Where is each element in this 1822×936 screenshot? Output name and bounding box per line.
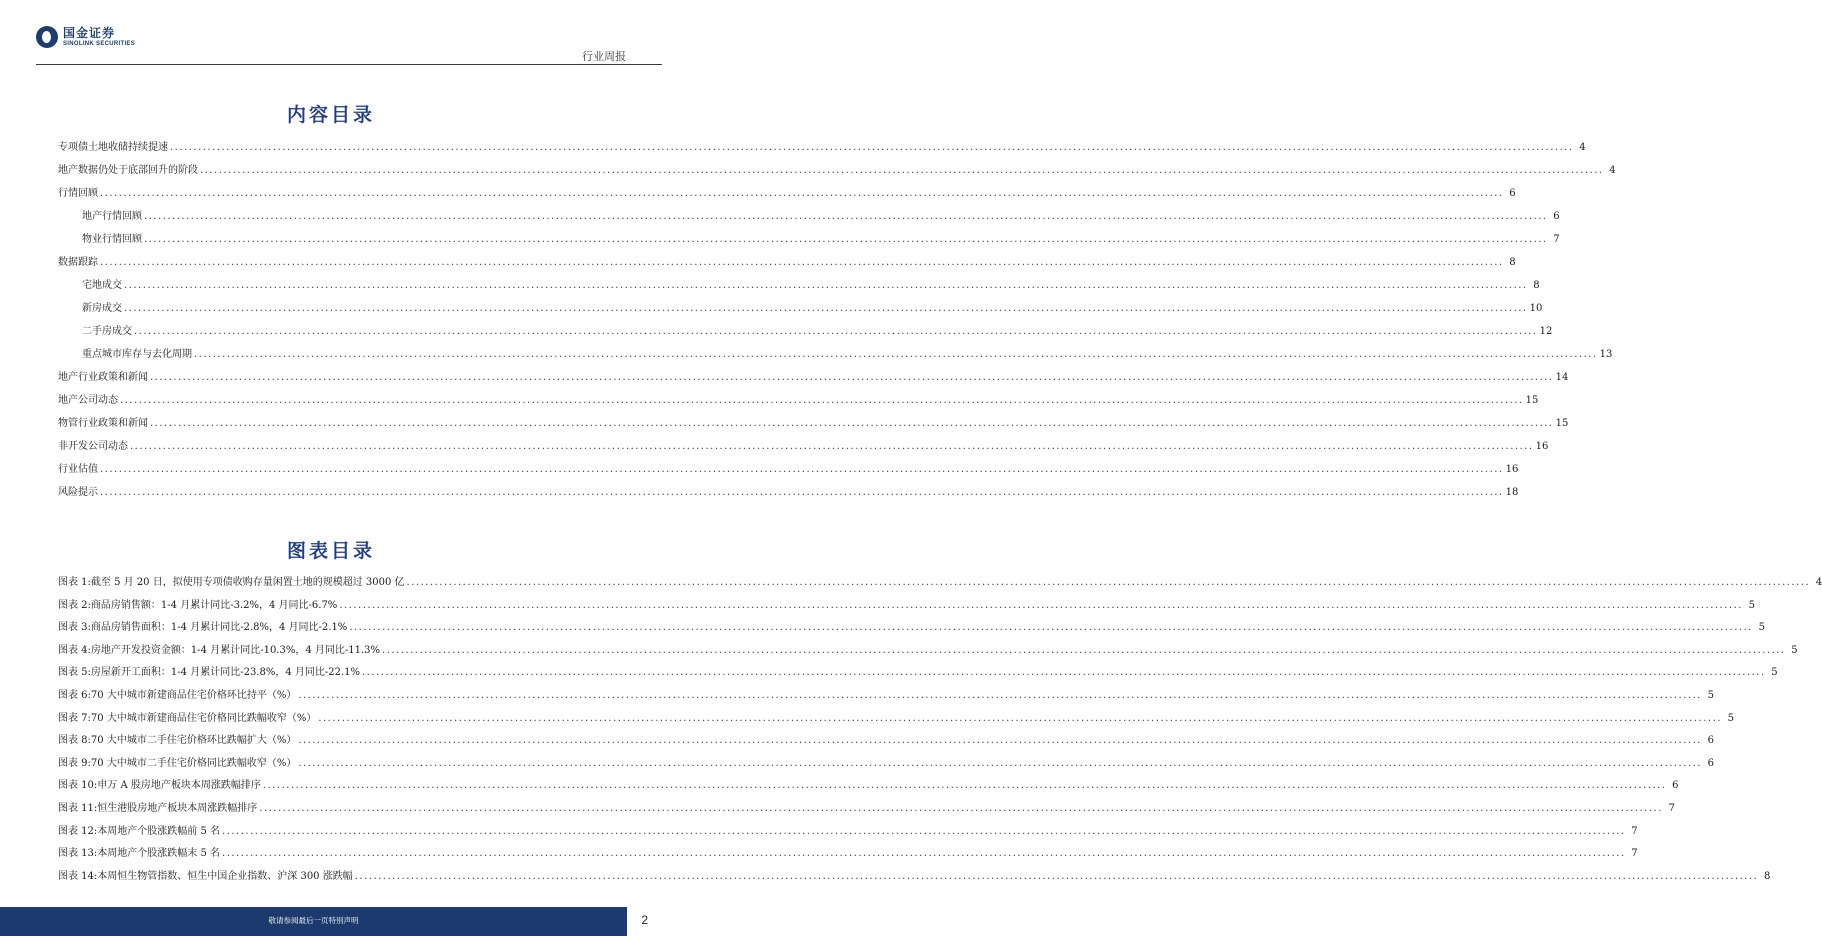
figure-entry-page: 5 xyxy=(1771,667,1778,679)
contents-entry-page: 12 xyxy=(1539,326,1553,337)
figure-entry-number: 图表 3: xyxy=(58,622,91,634)
contents-entry-page: 15 xyxy=(1555,418,1569,429)
figure-entry[interactable] xyxy=(58,666,1778,689)
figure-entry-number: 图表 7: xyxy=(58,712,91,724)
dot-leader: ............................................................................................................................................................................................................................................................................................................ xyxy=(339,599,1743,611)
figure-entry-label: 70 大中城市新建商品住宅价格同比跌幅收窄（%） xyxy=(90,712,317,724)
dot-leader: ............................................................................................................................................................................................................................................................................................................ xyxy=(130,441,1534,452)
figure-entry-page: 7 xyxy=(1631,825,1638,837)
contents-entry-label: 物管行业政策和新闻 xyxy=(58,418,148,429)
contents-entry-label: 新房成交 xyxy=(82,303,122,314)
figure-entry-label: 70 大中城市新建商品住宅价格环比持平（%） xyxy=(90,689,297,701)
contents-entry[interactable] xyxy=(58,348,1613,371)
contents-entry-label: 行情回顾 xyxy=(58,188,98,199)
contents-entry[interactable] xyxy=(58,417,1569,440)
figure-entry-page: 7 xyxy=(1631,848,1638,860)
figure-entry-page: 6 xyxy=(1672,780,1679,792)
contents-entry-page: 6 xyxy=(1553,211,1560,222)
contents-entry-label: 物业行情回顾 xyxy=(82,234,142,245)
dot-leader: ............................................................................................................................................................................................................................................................................................................ xyxy=(170,142,1574,153)
figure-entry-label: 本周地产个股涨跌幅前 5 名 xyxy=(97,825,221,837)
figure-entry-number: 图表 12: xyxy=(58,825,98,837)
figure-entry-number: 图表 9: xyxy=(58,757,91,769)
figure-entry-number: 图表 6: xyxy=(58,689,91,701)
dot-leader: ............................................................................................................................................................................................................................................................................................................ xyxy=(262,780,1667,792)
figure-entry[interactable] xyxy=(58,802,1675,825)
contents-entry-page: 4 xyxy=(1579,142,1586,153)
dot-leader: ............................................................................................................................................................................................................................................................................................................ xyxy=(318,712,1722,724)
figure-entry-page: 5 xyxy=(1748,599,1755,611)
contents-title: 内容目录 xyxy=(286,104,375,126)
dot-leader: ............................................................................................................................................................................................................................................................................................................ xyxy=(349,622,1753,634)
contents-entry-label: 重点城市库存与去化周期 xyxy=(82,349,192,360)
dot-leader: ............................................................................................................................................................................................................................................................................................................ xyxy=(222,825,1626,837)
dot-leader: ............................................................................................................................................................................................................................................................................................................ xyxy=(120,395,1524,406)
contents-entry[interactable] xyxy=(58,256,1516,279)
figure-entry[interactable] xyxy=(58,599,1755,622)
report-type: 行业周报 xyxy=(582,50,626,63)
contents-entry[interactable] xyxy=(58,325,1553,348)
contents-entry[interactable] xyxy=(58,463,1519,486)
company-logo xyxy=(36,26,135,48)
figure-entry-page: 5 xyxy=(1727,712,1734,724)
dot-leader: ............................................................................................................................................................................................................................................................................................................ xyxy=(354,870,1759,882)
figure-entry[interactable] xyxy=(58,576,1822,599)
logo-name-cn: 国金证券 xyxy=(63,25,116,40)
contents-entry-page: 14 xyxy=(1555,372,1569,383)
figure-entry-label: 70 大中城市二手住宅价格环比跌幅扩大（%） xyxy=(90,735,297,747)
dot-leader: ............................................................................................................................................................................................................................................................................................................ xyxy=(150,418,1554,429)
figure-entry-number: 图表 5: xyxy=(58,667,91,679)
figure-entry-number: 图表 13: xyxy=(58,848,98,860)
figure-entry[interactable] xyxy=(58,757,1714,780)
footer-disclaimer: 敬请参阅最后一页特别声明 xyxy=(268,916,359,925)
figure-entry-number: 图表 4: xyxy=(58,644,91,656)
contents-entry-label: 地产公司动态 xyxy=(58,395,118,406)
contents-entry-label: 宅地成交 xyxy=(82,280,122,291)
figure-entry[interactable] xyxy=(58,779,1679,802)
dot-leader: ............................................................................................................................................................................................................................................................................................................ xyxy=(100,487,1504,498)
figure-entry-page: 5 xyxy=(1758,622,1765,634)
contents-entry[interactable] xyxy=(58,371,1569,394)
figure-entry-label: 申万 A 股房地产板块本周涨跌幅排序 xyxy=(97,780,261,792)
dot-leader: ............................................................................................................................................................................................................................................................................................................ xyxy=(150,372,1554,383)
contents-entry-label: 数据跟踪 xyxy=(58,257,98,268)
dot-leader: ............................................................................................................................................................................................................................................................................................................ xyxy=(298,689,1702,701)
page-footer xyxy=(0,907,662,936)
figure-entry[interactable] xyxy=(58,825,1638,848)
figure-entry-page: 5 xyxy=(1791,644,1798,656)
dot-leader: ............................................................................................................................................................................................................................................................................................................ xyxy=(362,667,1766,679)
figure-entry-number: 图表 1: xyxy=(58,577,91,588)
contents-entry-page: 7 xyxy=(1553,234,1560,245)
figure-entry-page: 7 xyxy=(1668,802,1675,814)
contents-entry-page: 10 xyxy=(1529,303,1543,314)
contents-entry-label: 地产数据仍处于底部回升的阶段 xyxy=(58,165,198,176)
figure-entry-label: 截至 5 月 20 日，拟使用专项债收购存量闲置土地的规模超过 3000 亿 xyxy=(90,577,405,588)
contents-entry-page: 13 xyxy=(1599,349,1613,360)
figure-entry-number: 图表 2: xyxy=(58,599,91,611)
contents-entry[interactable] xyxy=(58,394,1539,417)
dot-leader: ............................................................................................................................................................................................................................................................................................................ xyxy=(124,280,1528,291)
figure-entry-page: 6 xyxy=(1707,735,1714,747)
figure-entry-number: 图表 14: xyxy=(58,870,98,882)
figure-entry[interactable] xyxy=(58,734,1714,757)
figures-list xyxy=(58,576,1822,892)
logo-icon xyxy=(36,26,58,48)
figure-entry[interactable] xyxy=(58,689,1714,712)
dot-leader: ............................................................................................................................................................................................................................................................................................................ xyxy=(100,464,1504,475)
dot-leader: ............................................................................................................................................................................................................................................................................................................ xyxy=(406,577,1811,588)
contents-entry[interactable] xyxy=(58,486,1519,509)
figures-title: 图表目录 xyxy=(286,540,375,562)
dot-leader: ............................................................................................................................................................................................................................................................................................................ xyxy=(298,735,1702,747)
contents-list xyxy=(58,141,1616,509)
figure-entry-label: 70 大中城市二手住宅价格同比跌幅收窄（%） xyxy=(90,757,297,769)
dot-leader: ............................................................................................................................................................................................................................................................................................................ xyxy=(222,848,1626,860)
dot-leader: ............................................................................................................................................................................................................................................................................................................ xyxy=(298,757,1702,769)
figure-entry-number: 图表 11: xyxy=(58,802,98,814)
figure-entry[interactable] xyxy=(58,847,1638,870)
contents-entry-page: 6 xyxy=(1509,188,1516,199)
dot-leader: ............................................................................................................................................................................................................................................................................................................ xyxy=(194,349,1598,360)
contents-entry-label: 二手房成交 xyxy=(82,326,132,337)
dot-leader: ............................................................................................................................................................................................................................................................................................................ xyxy=(382,644,1786,656)
contents-entry-page: 8 xyxy=(1509,257,1516,268)
figure-entry[interactable] xyxy=(58,621,1765,644)
contents-entry[interactable] xyxy=(58,210,1560,233)
header-divider xyxy=(36,64,662,65)
contents-entry-page: 16 xyxy=(1505,464,1519,475)
figure-entry-number: 图表 8: xyxy=(58,735,91,747)
contents-entry[interactable] xyxy=(58,233,1560,256)
figure-entry-label: 本周地产个股涨跌幅末 5 名 xyxy=(97,848,221,860)
dot-leader: ............................................................................................................................................................................................................................................................................................................ xyxy=(100,188,1504,199)
contents-entry-page: 4 xyxy=(1609,165,1616,176)
dot-leader: ............................................................................................................................................................................................................................................................................................................ xyxy=(259,802,1663,814)
contents-entry-label: 行业估值 xyxy=(58,464,98,475)
logo-name-en: SINOLINK SECURITIES xyxy=(63,40,136,47)
dot-leader: ............................................................................................................................................................................................................................................................................................................ xyxy=(100,257,1504,268)
contents-entry-label: 地产行情回顾 xyxy=(82,211,142,222)
figure-entry-label: 恒生港股房地产板块本周涨跌幅排序 xyxy=(97,802,258,814)
figure-entry-page: 4 xyxy=(1815,577,1822,588)
figure-entry-label: 商品房销售额：1-4 月累计同比-3.2%，4 月同比-6.7% xyxy=(90,599,338,611)
dot-leader: ............................................................................................................................................................................................................................................................................................................ xyxy=(144,234,1548,245)
page-header xyxy=(0,0,662,66)
figure-entry-label: 商品房销售面积：1-4 月累计同比-2.8%，4 月同比-2.1% xyxy=(90,622,348,634)
page-number: 2 xyxy=(641,913,648,927)
figure-entry-number: 图表 10: xyxy=(58,780,98,792)
contents-entry-label: 非开发公司动态 xyxy=(58,441,128,452)
figure-entry-label: 本周恒生物管指数、恒生中国企业指数、沪深 300 涨跌幅 xyxy=(97,870,353,882)
contents-entry[interactable] xyxy=(58,187,1516,210)
contents-entry-page: 8 xyxy=(1533,280,1540,291)
figure-entry-label: 房地产开发投资金额：1-4 月累计同比-10.3%，4 月同比-11.3% xyxy=(90,644,381,656)
dot-leader: ............................................................................................................................................................................................................................................................................................................ xyxy=(144,211,1548,222)
contents-entry-label: 风险提示 xyxy=(58,487,98,498)
figure-entry-label: 房屋新开工面积：1-4 月累计同比-23.8%，4 月同比-22.1% xyxy=(90,667,361,679)
dot-leader: ............................................................................................................................................................................................................................................................................................................ xyxy=(134,326,1538,337)
contents-entry-page: 16 xyxy=(1535,441,1549,452)
figure-entry[interactable] xyxy=(58,644,1798,667)
contents-entry-page: 15 xyxy=(1525,395,1539,406)
contents-entry[interactable] xyxy=(58,279,1540,302)
contents-entry-page: 18 xyxy=(1505,487,1519,498)
figure-entry-page: 5 xyxy=(1707,689,1714,701)
figure-entry[interactable] xyxy=(58,870,1771,893)
contents-entry[interactable] xyxy=(58,141,1586,164)
contents-entry[interactable] xyxy=(58,440,1549,463)
dot-leader: ............................................................................................................................................................................................................................................................................................................ xyxy=(124,303,1528,314)
figure-entry-page: 6 xyxy=(1707,757,1714,769)
contents-entry[interactable] xyxy=(58,302,1543,325)
figure-entry[interactable] xyxy=(58,712,1734,735)
dot-leader: ............................................................................................................................................................................................................................................................................................................ xyxy=(200,165,1604,176)
contents-entry-label: 专项债土地收储持续提速 xyxy=(58,142,168,153)
contents-entry[interactable] xyxy=(58,164,1616,187)
contents-entry-label: 地产行业政策和新闻 xyxy=(58,372,148,383)
figure-entry-page: 8 xyxy=(1763,870,1771,882)
